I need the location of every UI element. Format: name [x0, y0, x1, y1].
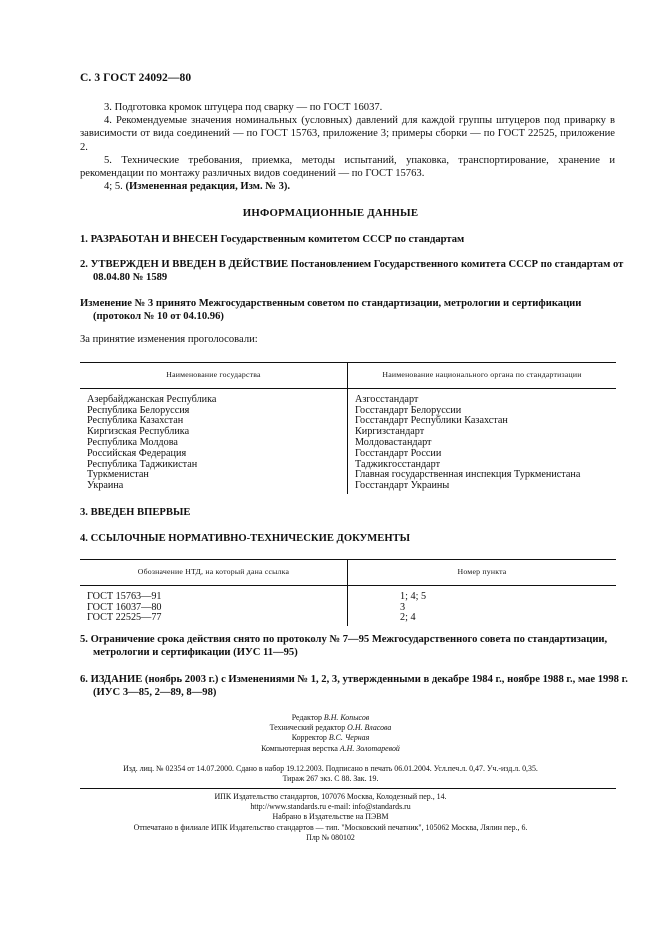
credit-role: Компьютерная верстка: [261, 743, 338, 753]
section-2: [80, 258, 628, 285]
print-info: [0, 764, 661, 784]
body-cell: Главная государственная инспекция Туркменистана: [348, 470, 617, 481]
body-cell: Таджикгосстандарт: [348, 460, 617, 471]
item-number-cell: 1; 4; 5: [348, 585, 617, 602]
item-number-cell: 2; 4: [348, 613, 617, 626]
credit-role: Редактор: [291, 713, 322, 722]
document-cell: ГОСТ 16037—80: [87, 601, 162, 613]
section-4: 4. ССЫЛОЧНЫЕ НОРМАТИВНО-ТЕХНИЧЕСКИЕ ДОКУМЕНТЫ: [80, 533, 411, 544]
state-cell: Азербайджанская Республика: [87, 393, 217, 405]
section-1-text: Государственным комитетом СССР по стандартам: [217, 234, 465, 245]
col-item-number: Номер пункта: [348, 560, 617, 586]
section-1-num: 1.: [80, 234, 88, 245]
body-cell: Киргизстандарт: [348, 427, 617, 438]
document-cell: ГОСТ 15763—91: [87, 590, 162, 602]
amendment-prefix: 4; 5.: [104, 181, 123, 192]
credit-editor: [0, 713, 661, 723]
item-number-cell: 3: [348, 603, 617, 614]
change-3-note: Изменение № 3 принято Межгосударственным советом по стандартизации, метрологии и сертификации (протокол № 10 от 04.10.96): [80, 298, 582, 323]
col-state: Наименование государства: [80, 363, 348, 389]
state-cell: Киргизская Республика: [87, 426, 190, 438]
credits: [0, 713, 661, 754]
credit-layout: [0, 744, 661, 754]
page-header: С. 3 ГОСТ 24092—80: [80, 72, 192, 84]
body-cell: Азгосстандарт: [348, 388, 617, 405]
body-cell: Госстандарт Республики Казахстан: [348, 416, 617, 427]
state-cell: Российская Федерация: [87, 447, 187, 459]
credit-name: В.Н. Копысов: [323, 713, 370, 722]
credit-corrector: [0, 733, 661, 743]
amendment-text: (Измененная редакция, Изм. № 3).: [125, 181, 291, 192]
publisher-line: ИПК Издательство стандартов, 107076 Москва, Колодезный пер., 14.: [214, 792, 447, 801]
section-3: 3. ВВЕДЕН ВПЕРВЫЕ: [80, 507, 191, 518]
col-document: Обозначение НТД, на который дана ссылка: [80, 560, 348, 586]
references-table: [80, 559, 616, 626]
item-5: 5. Технические требования, приемка, методы испытаний, упаковка, транспортирование, хранение и рекомендации по монтажу различных видов соединений — по ГОСТ 15763.: [80, 155, 615, 180]
publisher-block: [0, 792, 661, 843]
credit-tech-editor: [0, 723, 661, 733]
publisher-license: Плр № 080102: [306, 832, 355, 842]
section-1: [80, 233, 615, 246]
publisher-printed: Отпечатано в филиале ИПК Издательство стандартов — тип. "Московский печатник", 105062 Москва, Лялин пер., 6.: [133, 822, 528, 832]
divider: [80, 788, 616, 789]
document-cell: ГОСТ 22525—77: [87, 612, 162, 624]
state-cell: Республика Молдова: [87, 436, 178, 448]
voted-label: За принятие изменения проголосовали:: [80, 334, 258, 345]
table-row: [80, 388, 616, 405]
info-title: ИНФОРМАЦИОННЫЕ ДАННЫЕ: [242, 207, 419, 219]
credit-name: А.Н. Золотаревой: [339, 743, 400, 753]
publisher-typeset: Набрано в Издательстве на ПЭВМ: [272, 812, 389, 822]
table-row: [80, 613, 616, 626]
state-cell: Украина: [87, 480, 124, 492]
print-info-line-1: Изд. лиц. № 02354 от 14.07.2000. Сдано в набор 19.12.2003. Подписано в печать 06.01.2004. Усл.печ.л. 0,47. Уч.-изд.л. 0,35.: [123, 764, 538, 773]
states-table-header: [80, 363, 616, 389]
section-1-heading: РАЗРАБОТАН И ВНЕСЕН: [90, 234, 218, 245]
table-row: [80, 481, 616, 494]
item-3: 3. Подготовка кромок штуцера под сварку — по ГОСТ 16037.: [104, 102, 383, 113]
credit-name: В.С. Черная: [328, 733, 370, 743]
state-cell: Туркменистан: [87, 469, 149, 481]
credit-role: Корректор: [291, 733, 327, 743]
table-row: [80, 470, 616, 481]
state-cell: Республика Таджикистан: [87, 458, 198, 470]
body-cell: Госстандарт России: [348, 449, 617, 460]
print-info-line-2: Тираж 267 экз. С 88. Зак. 19.: [282, 774, 379, 784]
body-cell: Госстандарт Белоруссии: [348, 406, 617, 417]
table-row: [80, 449, 616, 460]
section-5: 5. Ограничение срока действия снято по протоколу № 7—95 Межгосударственного совета по стандартизации, метрологии и сертификации (ИУС 11—95): [80, 634, 608, 659]
item-4: 4. Рекомендуемые значения номинальных (условных) давлений для каждой группы штуцеров под приварку в зависимости от вида соединений — по ГОСТ 15763, приложение 3; примеры сборки — по ГОСТ 22525, приложение 2.: [80, 115, 615, 153]
section-6: 6. ИЗДАНИЕ (ноябрь 2003 г.) с Изменениями № 1, 2, 3, утвержденными в декабре 1984 г., ноябре 1988 г., мае 1998 г. (ИУС 3—85, 2—89, 8—98): [80, 674, 628, 699]
table-row: [80, 585, 616, 602]
amendment-note: [80, 180, 615, 193]
body-cell: Госстандарт Украины: [348, 481, 617, 494]
publisher-web: http://www.standards.ru e-mail: info@standards.ru: [250, 802, 411, 812]
state-cell: Республика Казахстан: [87, 415, 184, 427]
body-cell: Молдовастандарт: [348, 438, 617, 449]
section-2-text: Постановлением Государственного комитета СССР по стандартам от 08.04.80 № 1589: [93, 259, 624, 284]
col-standard-body: Наименование национального органа по стандартизации: [348, 363, 617, 389]
section-2-num: 2.: [80, 259, 88, 270]
states-table: [80, 362, 616, 494]
references-table-header: [80, 560, 616, 586]
state-cell: Республика Белоруссия: [87, 404, 190, 416]
credit-role: Технический редактор: [269, 723, 346, 733]
credit-name: О.Н. Власова: [347, 723, 392, 733]
section-2-heading: УТВЕРЖДЕН И ВВЕДЕН В ДЕЙСТВИЕ: [90, 259, 289, 270]
